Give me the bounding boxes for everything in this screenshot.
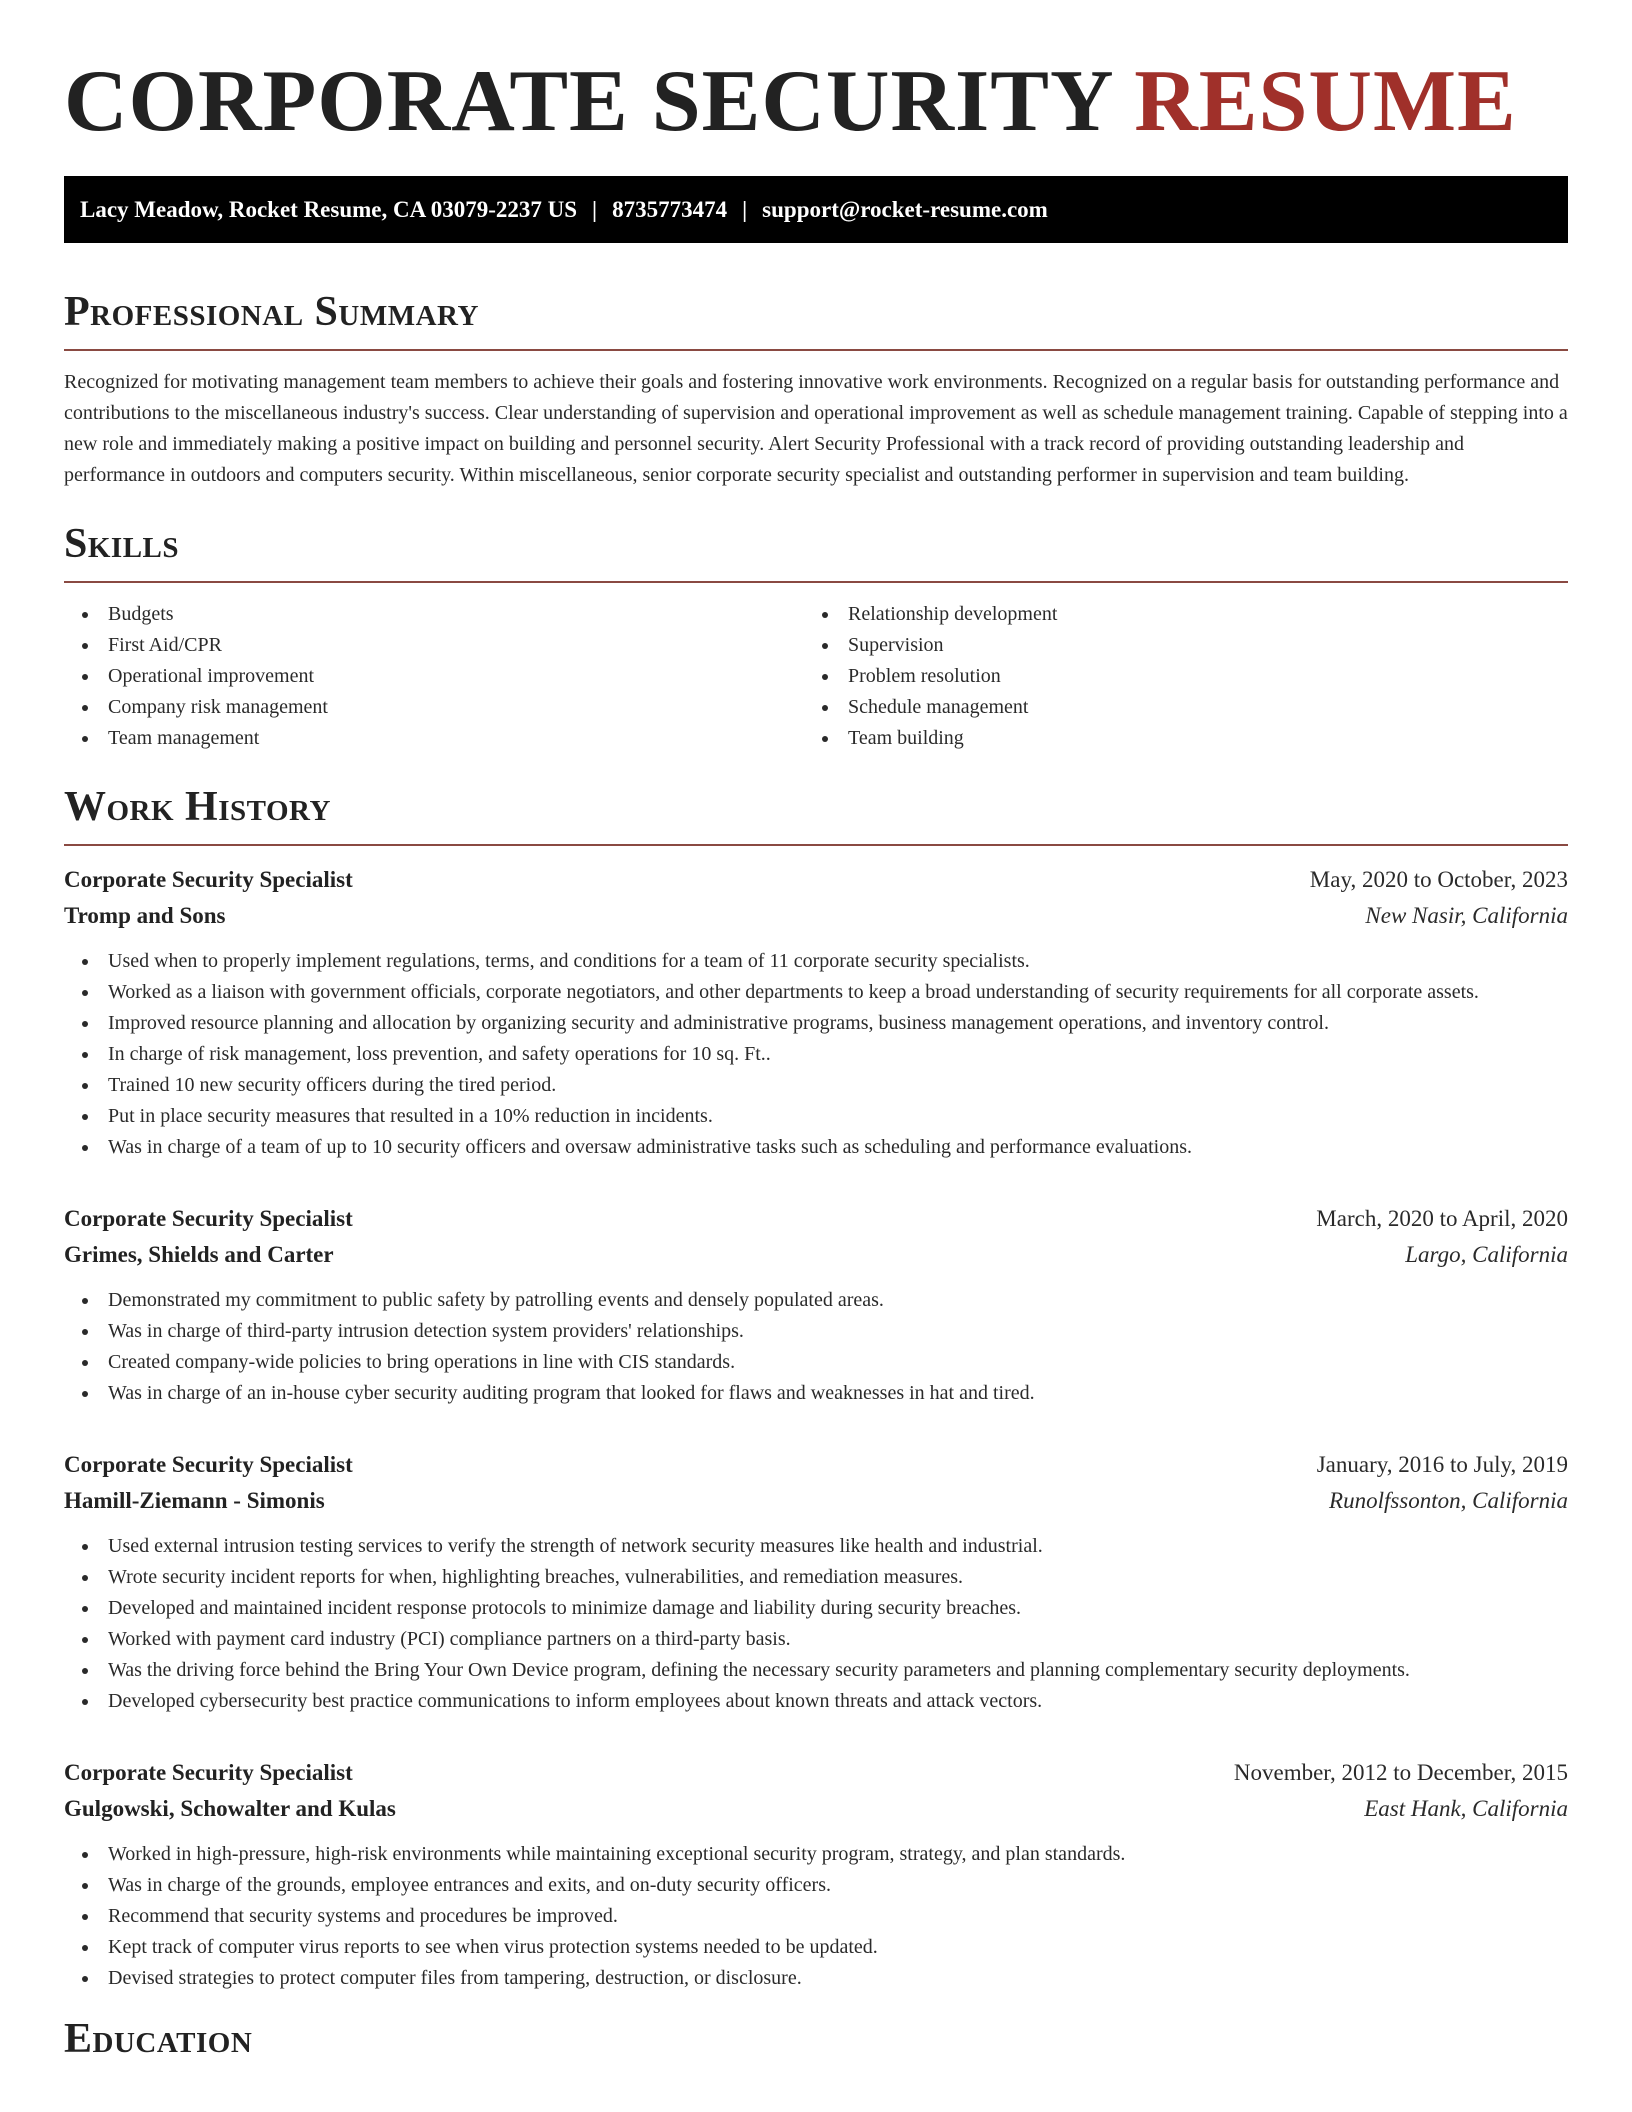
job-entry: [64, 1447, 1568, 1717]
job-bullets: [64, 1839, 1568, 1994]
job-bullet: Worked as a liaison with government officials, corporate negotiators, and other departments to keep a broad understanding of security requirements for all corporate assets.: [64, 977, 1568, 1008]
job-bullet: Kept track of computer virus reports to see when virus protection systems needed to be updated.: [64, 1932, 1568, 1963]
job-title: Corporate Security Specialist: [64, 867, 353, 892]
job-bullet: Trained 10 new security officers during the tired period.: [64, 1070, 1568, 1101]
skill-item: Company risk management: [64, 692, 804, 723]
job-bullet: Put in place security measures that resulted in a 10% reduction in incidents.: [64, 1101, 1568, 1132]
skill-item: Team building: [804, 723, 1544, 754]
section-divider: [64, 349, 1568, 351]
job-company: Hamill-Ziemann - Simonis: [64, 1488, 325, 1513]
skills-section: [64, 519, 1568, 754]
job-header-row: [64, 1201, 1568, 1237]
job-entry: [64, 1755, 1568, 1994]
job-location: East Hank, California: [1364, 1796, 1568, 1821]
job-bullet: Recommend that security systems and procedures be improved.: [64, 1901, 1568, 1932]
job-dates: May, 2020 to October, 2023: [1309, 867, 1568, 892]
resume-page: [64, 0, 1568, 2064]
job-header-row: [64, 1755, 1568, 1791]
job-location: Runolfssonton, California: [1329, 1488, 1568, 1513]
contact-address: Lacy Meadow, Rocket Resume, CA 03079-2237 US: [80, 196, 578, 222]
job-entry: [64, 1201, 1568, 1409]
contact-separator: |: [592, 196, 598, 222]
summary-text: Recognized for motivating management team members to achieve their goals and fostering innovative work environments. Recognized on a regular basis for outstanding performance and contributions to the miscellaneous industry's success. Clear understanding of supervision and operational improvement as well as schedule management training. Capable of stepping into a new role and immediately making a positive impact on building and personnel security. Alert Security Professional with a track record of providing outstanding leadership and performance in outdoors and computers security. Within miscellaneous, senior corporate security specialist and outstanding performer in supervision and team building.: [64, 371, 1568, 486]
section-heading: Work History: [64, 784, 331, 830]
skill-item: First Aid/CPR: [64, 630, 804, 661]
job-title: Corporate Security Specialist: [64, 1206, 353, 1231]
job-bullet: Used when to properly implement regulations, terms, and conditions for a team of 11 corporate security specialists.: [64, 946, 1568, 977]
job-entry: [64, 862, 1568, 1163]
contact-separator: |: [742, 196, 748, 222]
skill-item: Relationship development: [804, 599, 1544, 630]
professional-summary-section: [64, 287, 1568, 491]
job-bullet: Worked with payment card industry (PCI) compliance partners on a third-party basis.: [64, 1624, 1568, 1655]
job-bullet: Developed and maintained incident response protocols to minimize damage and liability during security breaches.: [64, 1593, 1568, 1624]
job-bullet: Demonstrated my commitment to public safety by patrolling events and densely populated areas.: [64, 1285, 1568, 1316]
job-bullet: Improved resource planning and allocation by organizing security and administrative programs, business management operations, and inventory control.: [64, 1008, 1568, 1039]
skill-item: Schedule management: [804, 692, 1544, 723]
job-location: New Nasir, California: [1365, 903, 1568, 928]
job-location: Largo, California: [1405, 1242, 1568, 1267]
section-heading: Professional Summary: [64, 289, 479, 335]
work-history-section: [64, 782, 1568, 1994]
job-dates: November, 2012 to December, 2015: [1233, 1760, 1568, 1785]
job-bullets: [64, 946, 1568, 1163]
job-dates: March, 2020 to April, 2020: [1316, 1206, 1568, 1231]
section-divider: [64, 844, 1568, 846]
job-company-row: [64, 1483, 1568, 1519]
job-bullets: [64, 1531, 1568, 1717]
skill-item: Problem resolution: [804, 661, 1544, 692]
job-bullets: [64, 1285, 1568, 1409]
job-bullet: Used external intrusion testing services to verify the strength of network security measures like health and industrial.: [64, 1531, 1568, 1562]
education-section: [64, 2014, 1568, 2064]
job-company-row: [64, 898, 1568, 934]
skills-list-right: [804, 599, 1544, 754]
resume-title: [64, 0, 1568, 152]
section-divider: [64, 581, 1568, 583]
job-header-row: [64, 1447, 1568, 1483]
job-bullet: Devised strategies to protect computer files from tampering, destruction, or disclosure.: [64, 1963, 1568, 1994]
job-company: Tromp and Sons: [64, 903, 226, 928]
job-company-row: [64, 1791, 1568, 1827]
section-heading: Skills: [64, 521, 180, 567]
job-bullet: Developed cybersecurity best practice communications to inform employees about known threats and attack vectors.: [64, 1686, 1568, 1717]
job-company: Gulgowski, Schowalter and Kulas: [64, 1796, 396, 1821]
job-bullet: Created company-wide policies to bring operations in line with CIS standards.: [64, 1347, 1568, 1378]
job-header-row: [64, 862, 1568, 898]
job-bullet: Was in charge of the grounds, employee entrances and exits, and on-duty security officers.: [64, 1870, 1568, 1901]
job-title: Corporate Security Specialist: [64, 1452, 353, 1477]
title-main: CORPORATE SECURITY: [64, 53, 1112, 150]
job-bullet: In charge of risk management, loss prevention, and safety operations for 10 sq. Ft..: [64, 1039, 1568, 1070]
contact-email: support@rocket-resume.com: [762, 196, 1048, 222]
job-bullet: Wrote security incident reports for when, highlighting breaches, vulnerabilities, and remediation measures.: [64, 1562, 1568, 1593]
skill-item: Operational improvement: [64, 661, 804, 692]
skill-item: Budgets: [64, 599, 804, 630]
contact-bar: [64, 176, 1568, 243]
job-bullet: Was in charge of an in-house cyber security auditing program that looked for flaws and weaknesses in hat and tired.: [64, 1378, 1568, 1409]
skills-grid: [64, 599, 1568, 754]
job-bullet: Was in charge of a team of up to 10 security officers and oversaw administrative tasks such as scheduling and performance evaluations.: [64, 1132, 1568, 1163]
job-bullet: Was the driving force behind the Bring Your Own Device program, defining the necessary security parameters and planning complementary security deployments.: [64, 1655, 1568, 1686]
title-accent: RESUME: [1134, 53, 1517, 150]
job-bullet: Was in charge of third-party intrusion detection system providers' relationships.: [64, 1316, 1568, 1347]
skill-item: Supervision: [804, 630, 1544, 661]
section-heading: Education: [64, 2016, 253, 2062]
skills-list-left: [64, 599, 804, 754]
job-company: Grimes, Shields and Carter: [64, 1242, 334, 1267]
contact-phone: 8735773474: [612, 196, 728, 222]
job-dates: January, 2016 to July, 2019: [1316, 1452, 1568, 1477]
job-title: Corporate Security Specialist: [64, 1760, 353, 1785]
skill-item: Team management: [64, 723, 804, 754]
job-bullet: Worked in high-pressure, high-risk environments while maintaining exceptional security program, strategy, and plan standards.: [64, 1839, 1568, 1870]
job-company-row: [64, 1237, 1568, 1273]
